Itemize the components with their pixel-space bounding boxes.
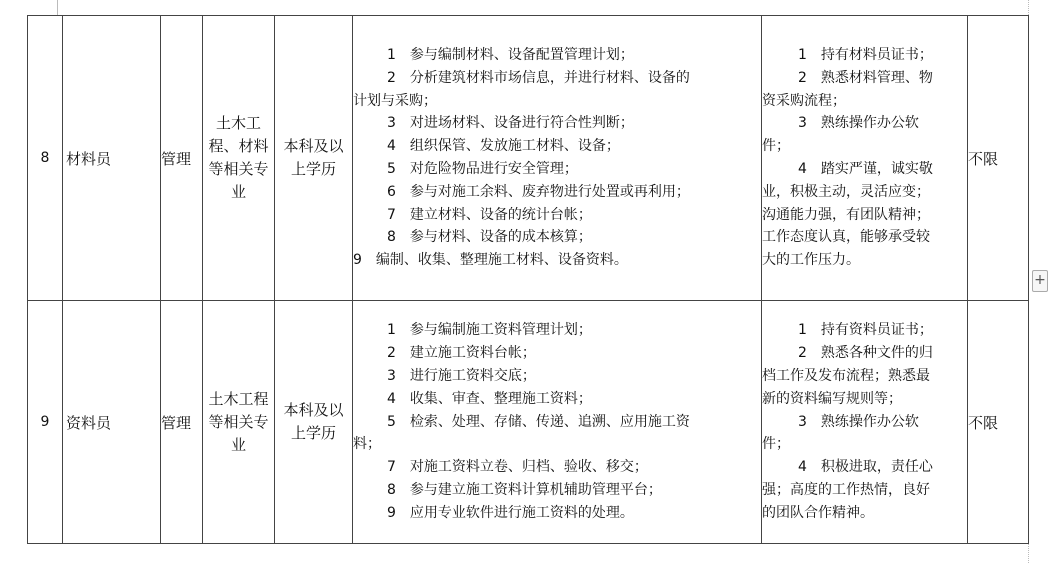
duty-line: 2 建立施工资料台帐； <box>387 345 536 362</box>
requirement-line: 3 熟练操作办公软 <box>798 413 919 430</box>
duty-line: 7 建立材料、设备的统计台帐； <box>387 206 592 223</box>
major-line: 业 <box>230 435 246 454</box>
major-line: 等相关专 <box>208 412 269 431</box>
duty-line: 5 对危险物品进行安全管理； <box>387 161 578 177</box>
duty-line: 1 参与编制材料、设备配置管理计划； <box>387 47 634 64</box>
duty-line: 2 分析建筑材料市场信息，并进行材料、设备的 <box>387 69 690 86</box>
education-requirement <box>275 16 353 301</box>
duty-line: 7 对施工资料立卷、归档、验收、移交； <box>387 459 648 476</box>
job-title: 材料员 <box>63 16 161 301</box>
major-line: 等相关专 <box>208 160 269 178</box>
duty-line: 8 参与材料、设备的成本核算； <box>387 229 592 246</box>
expand-icon[interactable]: + <box>1032 270 1048 292</box>
requirement-line: 4 积极进取，责任心 <box>798 459 933 476</box>
job-category: 管理 <box>161 301 203 544</box>
job-title: 资料员 <box>63 301 161 544</box>
duty-line: 3 对进场材料、设备进行符合性判断； <box>387 115 634 132</box>
duty-line: 3 进行施工资料交底； <box>387 368 536 384</box>
requirement-line: 业，积极主动，灵活应变； <box>762 183 930 200</box>
requirement-line: 件； <box>762 138 790 155</box>
qualification-requirements <box>762 301 968 544</box>
duty-line: 8 参与建立施工资料计算机辅助管理平台； <box>387 481 662 498</box>
job-duties <box>353 301 762 544</box>
requirement-line: 1 持有资料员证书； <box>798 322 933 339</box>
row-number: 9 <box>28 301 63 544</box>
requirement-line: 资采购流程； <box>762 92 846 109</box>
duty-line: 6 参与对施工余料、废弃物进行处置或再利用； <box>387 183 690 200</box>
requirement-line: 3 熟练操作办公软 <box>798 115 919 132</box>
major-line: 土木工 <box>215 114 261 132</box>
requirement-line: 的团队合作精神。 <box>762 504 874 521</box>
requirement-line: 2 熟悉材料管理、物 <box>798 69 933 86</box>
duty-line: 料； <box>353 436 381 453</box>
major-requirement <box>203 16 275 301</box>
age-requirement: 不限 <box>968 16 1029 301</box>
job-duties <box>353 16 762 301</box>
major-line: 程、材料 <box>208 137 269 155</box>
age-requirement: 不限 <box>968 301 1029 544</box>
duty-line: 9 编制、收集、整理施工材料、设备资料。 <box>353 252 628 269</box>
requirement-line: 大的工作压力。 <box>762 252 860 269</box>
duty-line: 9 应用专业软件进行施工资料的处理。 <box>387 504 634 521</box>
major-requirement <box>203 301 275 544</box>
column-guide-mark <box>57 0 58 15</box>
education-line: 本科及以 <box>283 401 344 419</box>
duty-line: 4 组织保管、发放施工材料、设备； <box>387 138 620 155</box>
education-line: 本科及以 <box>283 137 344 155</box>
requirement-line: 4 踏实严谨，诚实敬 <box>798 161 933 177</box>
education-requirement <box>275 301 353 544</box>
row-number: 8 <box>28 16 63 301</box>
job-requirements-table <box>27 15 1029 544</box>
requirement-line: 件； <box>762 436 790 453</box>
duty-line: 4 收集、审查、整理施工资料； <box>387 390 592 407</box>
education-line: 上学历 <box>290 424 336 442</box>
table-row <box>28 16 1029 301</box>
table-row <box>28 301 1029 544</box>
requirement-line: 工作态度认真，能够承受较 <box>762 229 930 246</box>
requirement-line: 1 持有材料员证书； <box>798 47 933 64</box>
duty-line: 5 检索、处理、存储、传递、追溯、应用施工资 <box>387 413 690 430</box>
qualification-requirements <box>762 16 968 301</box>
requirement-line: 强；高度的工作热情，良好 <box>762 481 930 498</box>
job-category: 管理 <box>161 16 203 301</box>
requirement-line: 沟通能力强，有团队精神； <box>762 206 930 223</box>
major-line: 业 <box>230 183 246 201</box>
requirement-line: 2 熟悉各种文件的归 <box>798 345 933 362</box>
requirement-line: 新的资料编写规则等； <box>762 390 902 407</box>
duty-line: 1 参与编制施工资料管理计划； <box>387 322 592 339</box>
requirement-line: 档工作及发布流程；熟悉最 <box>762 368 930 384</box>
duty-line: 计划与采购； <box>353 92 437 109</box>
education-line: 上学历 <box>290 160 336 178</box>
major-line: 土木工程 <box>208 389 269 408</box>
